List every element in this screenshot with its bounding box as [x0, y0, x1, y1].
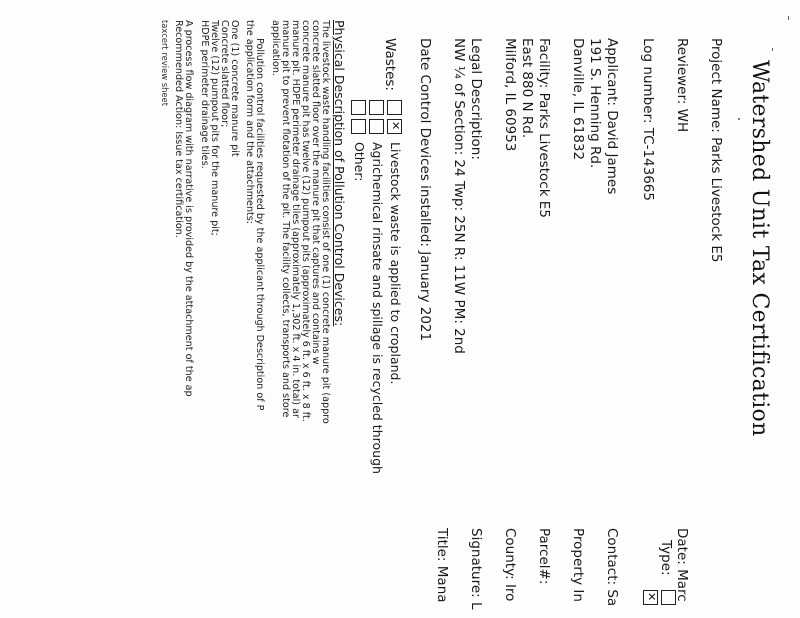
facility-item: One (1) concrete manure pit [229, 20, 240, 157]
waste-option-agrichemical [369, 100, 384, 474]
checkbox-empty-icon [369, 100, 384, 115]
physical-line: application. [270, 20, 281, 76]
facility-item: HDPE perimeter drainage tiles. [199, 20, 210, 169]
checkbox-empty-icon [369, 119, 384, 134]
waste-option-label: Livestock waste is applied to cropland. [388, 141, 403, 385]
date-installed: Date Control Devices installed: January 2021 [417, 38, 433, 342]
physical-line: manure pit to prevent flotation of the pit. The facility collects, transports and store [280, 20, 291, 418]
property-field: Property In [570, 528, 586, 602]
contact-field: Contact: Sa [604, 528, 620, 607]
legal-description: NW ¼ of Section: 24 Twp: 25N R: 11W PM: 2nd [451, 38, 467, 354]
physical-line: concrete manure pit has twelve (12) pumpout pits (approximately 6 ft. x 6 ft. x 8 ft. [300, 20, 311, 422]
type-field: Type: [658, 540, 674, 576]
waste-option-other [351, 100, 366, 181]
type-checkboxes [643, 590, 676, 609]
physical-line: concrete slatted floor over the manure pit that captures and contains w [310, 20, 321, 365]
facility-address: East 880 N Rd. [519, 38, 535, 139]
waste-option-label: Agrichemical rinsate and spillage is recycled through [370, 141, 385, 474]
pollution-control-line: the application form and the attachments: [244, 20, 255, 225]
county-field: County: Iro [502, 528, 518, 602]
date-field: Date: Marc [674, 528, 690, 602]
facility-name: Facility: Parks Livestock E5 [536, 38, 552, 218]
scan-speck [772, 48, 773, 51]
applicant-city: Danville, IL 61832 [570, 38, 586, 161]
wastes-label: Wastes: [382, 38, 398, 91]
checkbox-empty-icon [661, 590, 676, 605]
footer-text: taxcert review sheet [160, 20, 170, 106]
facility-item: Twelve (12) pumpout pits for the manure pit; [209, 20, 220, 236]
checkbox-empty-icon [351, 100, 366, 115]
log-number: Log number: TC-143665 [640, 38, 656, 201]
scan-speck [788, 16, 789, 20]
physical-heading: Physical Description of Pollution Control Devices: [332, 20, 347, 327]
scan-speck [738, 118, 740, 120]
process-flow-note: A process flow diagram with narrative is provided by the attachment of the ap [183, 20, 194, 397]
project-name: Project Name: Parks Livestock E5 [708, 38, 724, 263]
pollution-control-line: Pollution control facilities requested by the applicant through Description of P [254, 38, 265, 411]
reviewer: Reviewer: WH [674, 38, 690, 133]
physical-line: The livestock waste handling facilities consist of one (1) concrete manure pit (appro [320, 20, 331, 424]
waste-option-livestock [387, 100, 402, 384]
facility-item: Concrete slatted floor; [219, 20, 230, 128]
applicant-address: 191 S. Henning Rd. [587, 38, 603, 169]
signature-field: Signature: L [468, 528, 484, 610]
applicant-name: Applicant: David James [604, 38, 620, 195]
physical-line: manure pit. HDPE perimeter drainage tiles (approximately 1,302 ft. x 4 in. total) ar [290, 20, 301, 418]
document-title: Watershed Unit Tax Certification [747, 60, 772, 437]
checkbox-checked-icon [387, 119, 402, 134]
facility-city: Milford, IL 60953 [502, 38, 518, 152]
waste-option-label: Other: [352, 141, 367, 182]
recommended-action: Recommended Action: Issue tax certification. [173, 20, 184, 238]
checkbox-empty-icon [351, 119, 366, 134]
checkbox-checked-icon [387, 100, 402, 115]
parcel-field: Parcel#: [536, 528, 552, 585]
title-field: Title: Mana [434, 528, 450, 603]
checkbox-checked-icon [643, 590, 658, 605]
legal-description-label: Legal Description: [468, 38, 484, 160]
